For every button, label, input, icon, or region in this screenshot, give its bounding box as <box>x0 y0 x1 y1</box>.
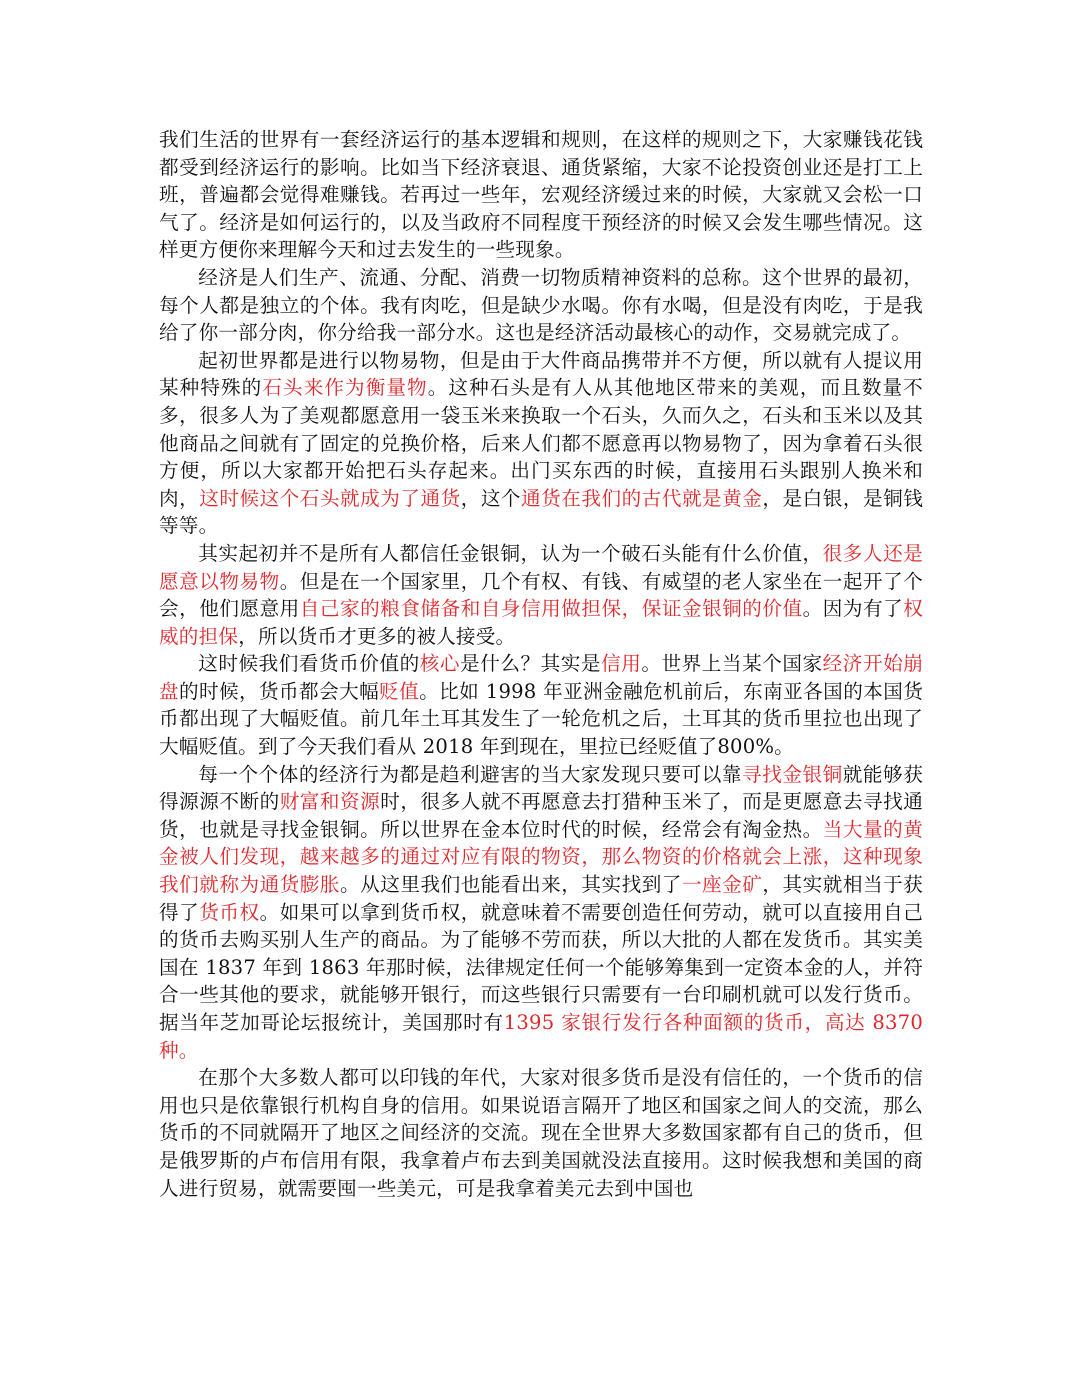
text-segment: 。世界上当某个国家 <box>641 652 823 676</box>
highlighted-text: 贬值 <box>379 679 420 703</box>
text-segment: 其实起初并不是所有人都信任金银铜，认为一个破石头能有什么价值， <box>198 541 823 565</box>
paragraph-2 <box>159 264 923 347</box>
document-body <box>159 126 923 1202</box>
text-segment: 。但是在一个国家里，几个有权、有钱、有威望的老人家坐在一起开了个会，他们愿意用 <box>159 569 923 621</box>
paragraph-4 <box>159 540 923 650</box>
paragraph-6 <box>159 761 923 1065</box>
highlighted-text: 货币权 <box>199 900 260 924</box>
highlighted-text: 寻找金银铜 <box>742 762 843 786</box>
text-segment: 。因为有了 <box>802 597 904 621</box>
text-segment: 经济是人们生产、流通、分配、消费一切物质精神资料的总称。这个世界的最初，每个人都是独立的个体。我有肉吃，但是缺少水喝。你有水喝，但是没有肉吃，于是我给了你一部分肉，你分给我一部分水。这也是经济活动最核心的动作，交易就完成了。 <box>159 265 923 345</box>
highlighted-text: 很多人还是愿意以物易物 <box>159 541 924 593</box>
text-segment: 是什么？其实是 <box>460 652 602 676</box>
highlighted-text: 石头来作为衡量物 <box>262 376 428 400</box>
highlighted-text: 权威的担保 <box>159 597 924 648</box>
text-segment: 在那个大多数人都可以印钱的年代，大家对很多货币是没有信任的，一个货币的信用也只是依靠银行机构自身的信用。如果说语言隔开了地区和国家之间人的交流，那么货币的不同就隔开了地区之间经济的交流。现在全世界大多数国家都有自己的货币，但是俄罗斯的卢布信用有限，我拿着卢布去到美国就没法直接用。这时候我想和美国的商人进行贸易，就需要囤一些美元，可是我拿着美元去到中国也 <box>159 1066 923 1200</box>
text-segment: ，是白银，是铜钱等等。 <box>159 486 923 538</box>
text-segment: 我们生活的世界有一套经济运行的基本逻辑和规则，在这样的规则之下，大家赚钱花钱都受到经济运行的影响。比如当下经济衰退、通货紧缩，大家不论投资创业还是打工上班，普遍都会觉得难赚钱。若再过一些年，宏观经济缓过来的时候，大家就又会松一口气了。经济是如何运行的，以及当政府不同程度干预经济的时候又会发生哪些情况。这样更方便你来理解今天和过去发生的一些现象。 <box>159 128 923 262</box>
highlighted-text: 这时候这个石头就成为了通货 <box>199 486 461 510</box>
text-segment: ，其实就相当于获得了 <box>159 873 923 924</box>
highlighted-text: 信用 <box>601 652 642 676</box>
text-segment: 就能够获得源源不断的 <box>159 762 923 814</box>
highlighted-text: 经济开始崩盘 <box>159 652 924 703</box>
highlighted-text: 自己家的粮食储备和自身信用做担保，保证金银铜的价值 <box>299 597 803 621</box>
text-segment: 的时候，货币都会大幅 <box>179 679 380 703</box>
text-segment: 。这种石头是有人从其他地区带来的美观，而且数量不多，很多人为了美观都愿意用一袋玉米来换取一个石头，久而久之，石头和玉米以及其他商品之间就有了固定的兑换价格，后来人们都不愿意再以物易物了，因为拿着石头很方便，所以大家都开始把石头存起来。出门买东西的时候，直接用石头跟别人换米和肉， <box>159 376 923 510</box>
text-segment: 。如果可以拿到货币权，就意味着不需要创造任何劳动，就可以直接用自己的货币去购买别人生产的商品。为了能够不劳而获，所以大批的人都在发货币。其实美国在 1837 年到 1863 年那时候，法律规定任何一个能够筹集到一定资本金的人，并符合一些其他的要求，就能够开银行，而这些银行只需要有一台印刷机就可以发行货币。据当年芝加哥论坛报统计，美国那时有 <box>159 900 923 1034</box>
highlighted-text: 当大量的黄金被人们发现，越来越多的通过对应有限的物资，那么物资的价格就会上涨，这种现象我们就称为通货膨胀 <box>159 817 923 897</box>
text-segment: 这时候我们看货币价值的 <box>198 652 420 676</box>
text-segment: 每一个个体的经济行为都是趋利避害的当大家发现只要可以靠 <box>198 762 743 786</box>
highlighted-text: 1395 家银行发行各种面额的货币，高达 8370 种。 <box>159 1011 923 1062</box>
paragraph-1 <box>159 126 923 264</box>
paragraph-7 <box>159 1064 923 1202</box>
text-segment: 。从这里我们也能看出来，其实找到了 <box>340 873 682 897</box>
text-segment: 。比如 1998 年亚洲金融危机前后，东南亚各国的本国货币都出现了大幅贬值。前几年土耳其发生了一轮危机之后，土耳其的货币里拉也出现了大幅贬值。到了今天我们看从 2018 年到现在，里拉已经贬值了800%。 <box>159 679 924 759</box>
paragraph-5 <box>159 650 923 760</box>
text-segment: ，所以货币才更多的被人接受。 <box>238 624 516 648</box>
highlighted-text: 一座金矿 <box>681 873 763 897</box>
text-segment: 时，很多人就不再愿意去打猎种玉米了，而是更愿意去寻找通货，也就是寻找金银铜。所以世界在金本位时代的时候，经常会有淘金热。 <box>159 790 924 841</box>
text-segment: ，这个 <box>460 486 522 510</box>
highlighted-text: 财富和资源 <box>279 790 381 814</box>
highlighted-text: 核心 <box>419 652 461 676</box>
highlighted-text: 通货在我们的古代就是黄金 <box>521 486 763 510</box>
paragraph-3 <box>159 347 923 540</box>
text-segment: 起初世界都是进行以物易物，但是由于大件商品携带并不方便，所以就有人提议用某种特殊的 <box>159 348 923 400</box>
